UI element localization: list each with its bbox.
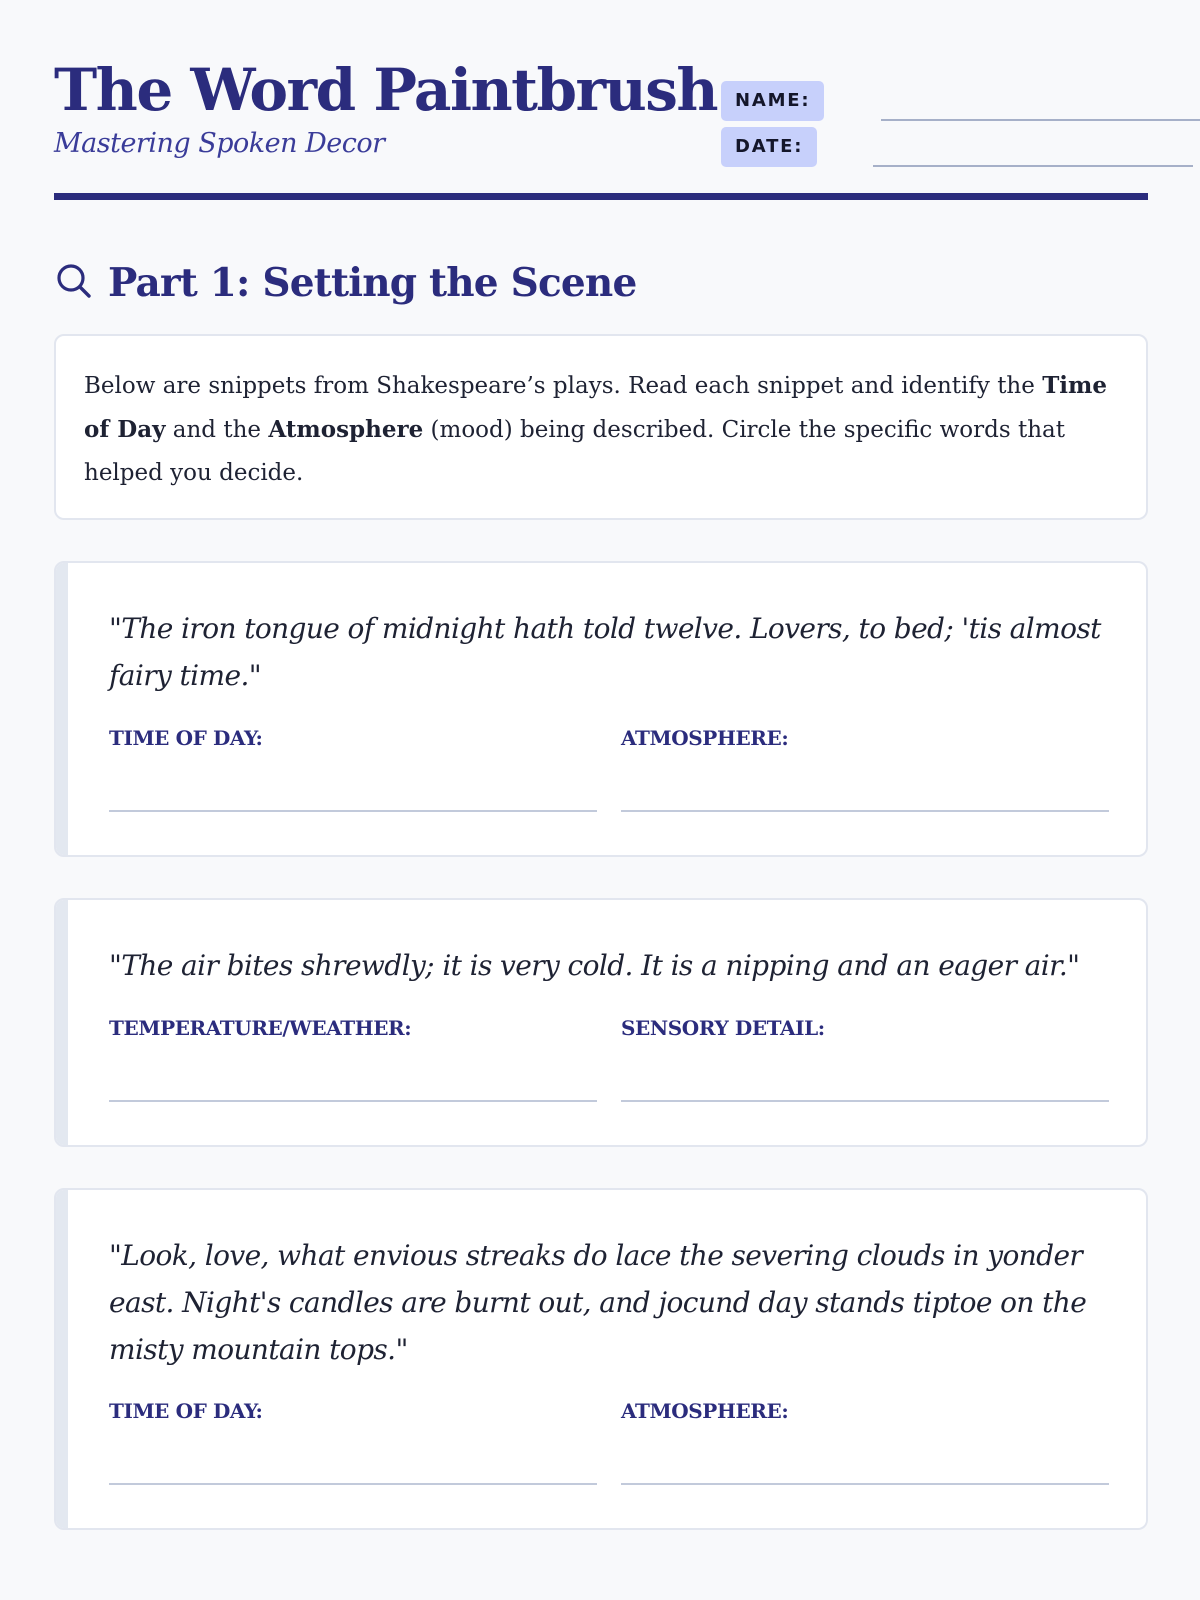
name-write-line[interactable] [881,119,1200,121]
snippet-card [54,898,1148,1147]
snippet-quote: "The iron tongue of midnight hath told twelve. Lovers, to bed; 'tis almost fairy time." [109,612,1101,692]
section-title: Part 1: Setting the Scene [108,260,637,306]
card-accent-bar [56,1190,68,1528]
name-label: NAME: [721,81,824,121]
snippet-quote: "The air bites shrewdly; it is very cold. It is a nipping and an eager air." [109,949,1080,982]
snippet-card [54,1188,1148,1530]
header-divider [54,193,1148,200]
instructions-text-1: Below are snippets from Shakespeare’s plays. Read each snippet and identify the [84,373,1043,399]
instructions-bold-atmosphere: Atmosphere [268,416,424,443]
worksheet-title: The Word Paintbrush [54,56,718,124]
worksheet-header [54,52,1148,200]
answer-line[interactable] [621,1483,1109,1485]
answer-line[interactable] [109,1483,597,1485]
field-label: SENSORY DETAIL: [621,1016,825,1040]
answer-line[interactable] [109,810,597,812]
card-accent-bar [56,900,68,1145]
snippet-quote: "Look, love, what envious streaks do lace the severing clouds in yonder east. Night's candles are burnt out, and jocund day stands tiptoe on the misty mountain tops." [109,1239,1087,1366]
date-write-line[interactable] [873,165,1193,167]
field-label: ATMOSPHERE: [621,726,789,750]
field-label: ATMOSPHERE: [621,1399,789,1423]
date-label: DATE: [721,127,817,167]
field-label: TIME OF DAY: [109,726,263,750]
answer-line[interactable] [621,1100,1109,1102]
snippet-card [54,561,1148,857]
answer-line[interactable] [621,810,1109,812]
worksheet-subtitle: Mastering Spoken Decor [54,128,385,159]
field-label: TEMPERATURE/WEATHER: [109,1016,412,1040]
instructions-text-2: and the [165,417,269,443]
magnifier-icon [54,261,94,301]
instructions-box [54,334,1148,520]
instructions-bold-time: Time of Day [84,372,1108,443]
field-label: TIME OF DAY: [109,1399,263,1423]
card-accent-bar [56,563,68,855]
answer-line[interactable] [109,1100,597,1102]
instructions-text-3: (mood) being described. Circle the specific words that helped you decide. [84,417,1065,486]
